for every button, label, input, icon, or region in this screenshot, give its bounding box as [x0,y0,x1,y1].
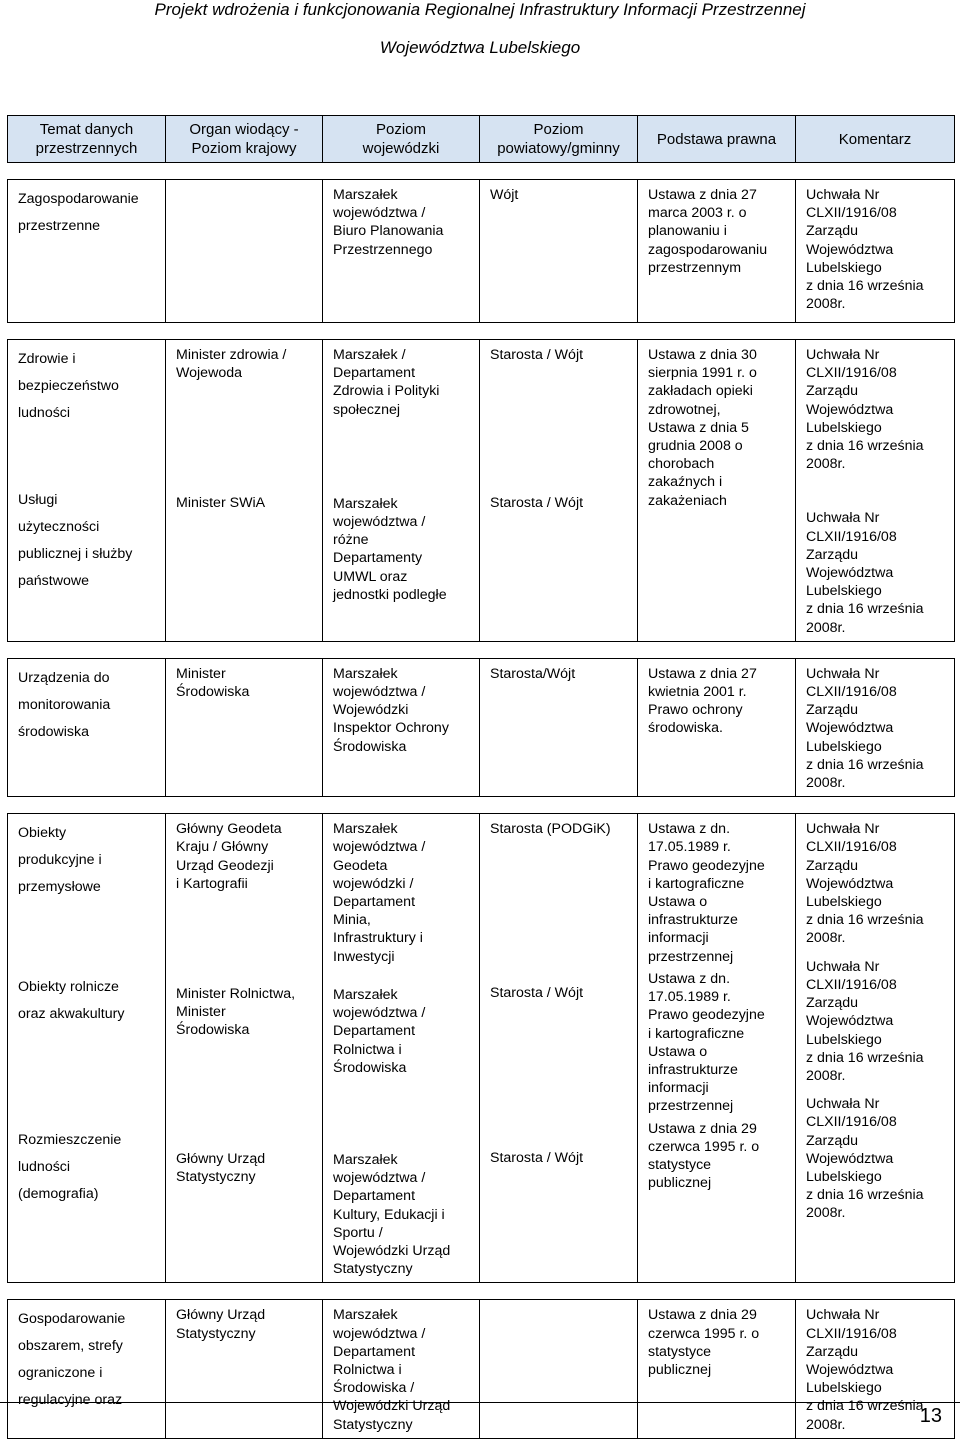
table-row [8,340,955,642]
topic-cell: Urządzenia do monitorowania środowiska [8,658,166,796]
table-row [8,180,955,323]
county-cell [480,1300,638,1438]
comment-cell: Uchwała Nr CLXII/1916/08 Zarządu Województwa Lubelskiego z dnia 16 września 2008r. [796,1300,955,1438]
topic-cell: Gospodarowanie obszarem, strefy ograniczone i regulacyjne oraz [8,1300,166,1438]
legal-basis-cell: Ustawa z dnia 29 czerwca 1995 r. o statystyce publicznej [638,1300,796,1438]
table-row [8,1300,955,1438]
table-row [8,658,955,796]
column-header: Poziom wojewódzki [323,116,480,163]
national-cell: Główny Geodeta Kraju / Główny Urząd Geodezji i Kartografii Minister Rolnictwa, Minister Środowiska Główny Urząd Statystyczny [166,814,323,1283]
comment-cell: Uchwała Nr CLXII/1916/08 Zarządu Województwa Lubelskiego z dnia 16 września 2008r. [796,180,955,323]
voivodeship-cell: Marszałek województwa / Biuro Planowania Przestrzennego [323,180,480,323]
comment-cell: Uchwała Nr CLXII/1916/08 Zarządu Województwa Lubelskiego z dnia 16 września 2008r. [796,658,955,796]
column-header: Komentarz [796,116,955,163]
county-cell: Starosta / Wójt Starosta / Wójt [480,340,638,642]
column-header: Temat danych przestrzennych [8,116,166,163]
legal-basis-cell: Ustawa z dnia 27 kwietnia 2001 r. Prawo ochrony środowiska. [638,658,796,796]
county-cell: Starosta/Wójt [480,658,638,796]
comment-cell: Uchwała Nr CLXII/1916/08 Zarządu Województwa Lubelskiego z dnia 16 września 2008r. Uchwała Nr CLXII/1916/08 Zarządu Województwa Lubelskiego z dnia 16 września 2008r. [796,340,955,642]
document-header-line1: Projekt wdrożenia i funkcjonowania Regionalnej Infrastruktury Informacji Przestrzennej [154,0,806,19]
county-cell: Wójt [480,180,638,323]
national-cell: Minister zdrowia / Wojewoda Minister SWiA [166,340,323,642]
comment-cell: Uchwała Nr CLXII/1916/08 Zarządu Województwa Lubelskiego z dnia 16 września 2008r. Uchwała Nr CLXII/1916/08 Zarządu Województwa Lubelskiego z dnia 16 września 2008r. Uchwała Nr CLXII/1916/08 Zarządu Województwa Lubelskiego z dnia 16 września 2008r. [796,814,955,1283]
topic-cell: Obiekty produkcyjne i przemysłowe Obiekty rolnicze oraz akwakultury Rozmieszczenie ludności (demografia) [8,814,166,1283]
document-header-line2: Województwa Lubelskiego [379,38,581,57]
page-number: 13 [919,1405,942,1427]
column-header: Podstawa prawna [638,116,796,163]
column-header: Organ wiodący - Poziom krajowy [166,116,323,163]
voivodeship-cell: Marszałek województwa / Departament Rolnictwa i Środowiska / Wojewódzki Urząd Statystyczny [323,1300,480,1438]
topic-cell: Zagospodarowanie przestrzenne [8,180,166,323]
table-row [8,814,955,1283]
voivodeship-cell: Marszałek województwa / Wojewódzki Inspektor Ochrony Środowiska [323,658,480,796]
legal-basis-cell: Ustawa z dnia 30 sierpnia 1991 r. o zakładach opieki zdrowotnej, Ustawa z dnia 5 grudnia 2008 o chorobach zakaźnych i zakażeniach [638,340,796,642]
footer-rule [0,1402,960,1403]
national-cell: Główny Urząd Statystyczny [166,1300,323,1438]
spatial-data-table [7,115,955,1439]
topic-cell: Zdrowie i bezpieczeństwo ludności Usługi użyteczności publicznej i służby państwowe [8,340,166,642]
legal-basis-cell: Ustawa z dnia 27 marca 2003 r. o planowaniu i zagospodarowaniu przestrzennym [638,180,796,323]
voivodeship-cell: Marszałek / Departament Zdrowia i Polityki społecznej Marszałek województwa / różne Departamenty UMWL oraz jednostki podległe [323,340,480,642]
legal-basis-cell: Ustawa z dn. 17.05.1989 r. Prawo geodezyjne i kartograficzne Ustawa o infrastrukturze informacji przestrzennej Ustawa z dn. 17.05.1989 r. Prawo geodezyjne i kartograficzne Ustawa o infrastrukturze informacji przestrzennej Ustawa z dnia 29 czerwca 1995 r. o statystyce publicznej [638,814,796,1283]
column-header: Poziom powiatowy/gminny [480,116,638,163]
national-cell: Minister Środowiska [166,658,323,796]
voivodeship-cell: Marszałek województwa / Geodeta wojewódzki / Departament Minia, Infrastruktury i Inwestycji Marszałek województwa / Departament Rolnictwa i Środowiska Marszałek województwa / Departament Kultury, Edukacji i Sportu / Wojewódzki Urząd Statystyczny [323,814,480,1283]
table-header-row [8,116,955,163]
county-cell: Starosta (PODGiK) Starosta / Wójt Starosta / Wójt [480,814,638,1283]
national-cell [166,180,323,323]
